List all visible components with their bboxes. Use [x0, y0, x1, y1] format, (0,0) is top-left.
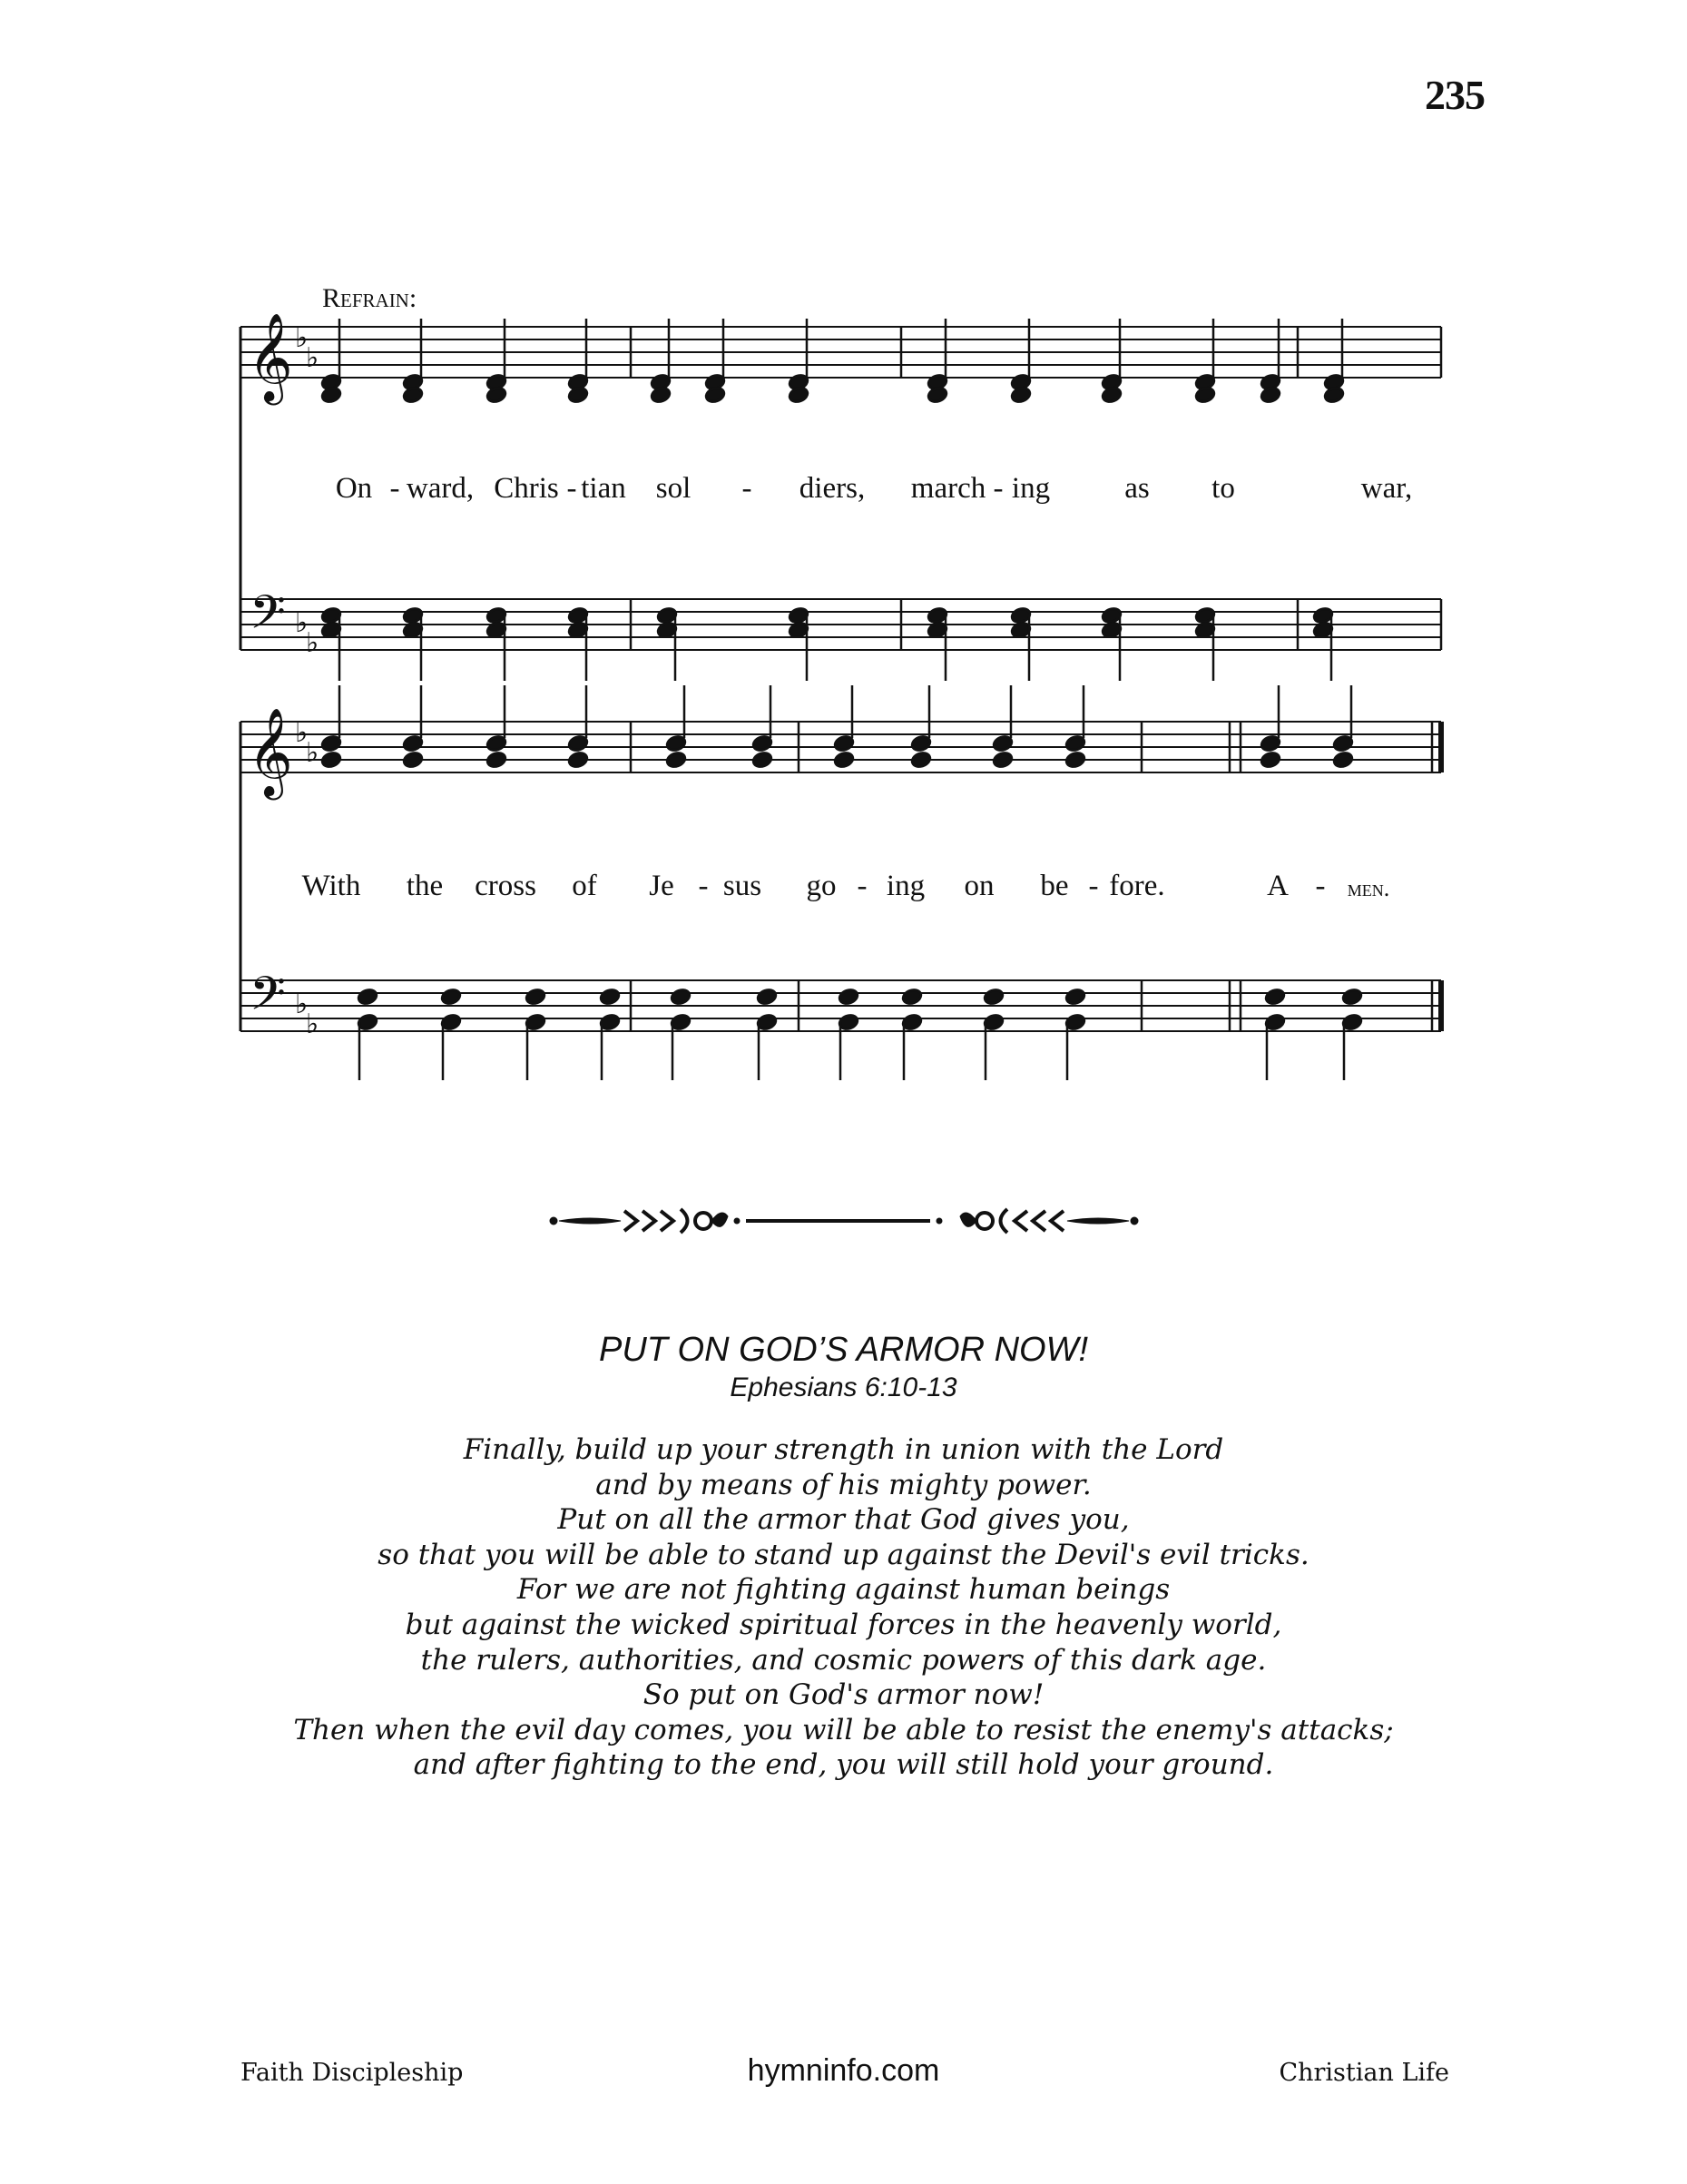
reading-title: PUT ON GOD’S ARMOR NOW!	[598, 1331, 1089, 1369]
note-head	[567, 751, 589, 769]
scripture-line: For we are not fighting against human beings	[516, 1573, 1171, 1607]
scripture-line: and after fighting to the end, you will still hold your ground.	[413, 1748, 1274, 1782]
treble-clef-icon: 𝄞	[248, 707, 293, 796]
flat-sign: ♭	[306, 627, 319, 659]
flat-sign: ♭	[295, 717, 309, 749]
lyric-hyphen: -	[698, 870, 709, 902]
note-head	[901, 988, 923, 1006]
note-head	[486, 751, 507, 769]
note-head	[838, 988, 859, 1006]
lyric-syllable: Chris	[494, 472, 559, 505]
note-head	[751, 751, 773, 769]
lyric-syllable: diers,	[799, 472, 866, 505]
scripture-line: so that you will be able to stand up against the Devil's evil tricks.	[378, 1538, 1309, 1571]
note-head	[756, 988, 778, 1006]
lyric-syllable: sus	[722, 870, 762, 902]
lyric-hyphen: -	[993, 472, 1004, 505]
lyrics-line-1	[236, 472, 1452, 517]
lyric-hyphen: -	[857, 870, 868, 902]
lyric-hyphen: -	[566, 472, 577, 505]
lyric-syllable: fore.	[1109, 870, 1165, 902]
note-head	[525, 988, 546, 1006]
scripture-line: and by means of his mighty power.	[595, 1468, 1092, 1501]
note-head	[1260, 751, 1281, 769]
scripture-line: the rulers, authorities, and cosmic powers of this dark age.	[420, 1643, 1267, 1677]
note-head	[1264, 988, 1286, 1006]
footer-right-label: Christian Life	[1279, 2059, 1449, 2087]
lyric-syllable: tian	[581, 472, 626, 505]
lyric-syllable: ing	[886, 870, 926, 902]
note-head	[440, 988, 462, 1006]
note-head	[1064, 751, 1086, 769]
treble-clef-icon: 𝄞	[248, 312, 293, 401]
footer-website-link[interactable]: hymninfo.com	[747, 2053, 940, 2088]
scripture-line: So put on God's armor now!	[642, 1678, 1045, 1712]
note-head	[1341, 988, 1363, 1006]
lyric-syllable: war,	[1360, 472, 1413, 505]
lyric-syllable: go	[806, 870, 837, 902]
lyric-hyphen: -	[1315, 870, 1326, 902]
flat-sign: ♭	[295, 989, 309, 1020]
lyric-syllable: on	[964, 870, 995, 902]
lyric-syllable: be	[1040, 870, 1069, 902]
lyric-syllable: men.	[1347, 875, 1390, 901]
flat-sign: ♭	[295, 322, 309, 354]
lyric-syllable: march	[910, 472, 986, 505]
lyric-hyphen: -	[741, 472, 752, 505]
note-head	[983, 988, 1005, 1006]
lyric-syllable: sol	[655, 472, 691, 505]
scripture-line: Put on all the armor that God gives you,	[557, 1503, 1130, 1537]
scripture-line: Finally, build up your strength in union with the Lord	[463, 1433, 1224, 1466]
scripture-line: but against the wicked spiritual forces in the heavenly world,	[405, 1608, 1282, 1641]
flat-sign: ♭	[306, 1008, 319, 1040]
note-head	[833, 751, 855, 769]
note-head	[992, 751, 1014, 769]
flat-sign: ♭	[295, 607, 309, 639]
lyric-syllable: A	[1267, 870, 1289, 902]
lyrics-line-2	[236, 870, 1452, 915]
scripture-passage	[0, 1432, 1687, 1783]
page-number: 235	[1425, 72, 1485, 118]
note-head	[402, 751, 424, 769]
lyric-syllable: Je	[649, 870, 674, 902]
reading-reference: Ephesians 6:10-13	[730, 1372, 957, 1402]
lyric-syllable: as	[1124, 472, 1150, 505]
note-head	[1064, 988, 1086, 1006]
lyric-syllable: the	[406, 870, 444, 902]
note-head	[665, 751, 687, 769]
note-head	[357, 988, 378, 1006]
flat-sign: ♭	[306, 737, 319, 769]
note-head	[1332, 751, 1354, 769]
bass-clef-icon: 𝄢	[250, 585, 286, 651]
refrain-label: Refrain:	[322, 283, 417, 313]
scripture-line: Then when the evil day comes, you will be able to resist the enemy's attacks;	[293, 1713, 1394, 1746]
bass-clef-icon: 𝄢	[250, 966, 286, 1032]
lyric-hyphen: -	[1088, 870, 1099, 902]
note-head	[910, 751, 932, 769]
lyric-hyphen: -	[389, 472, 400, 505]
lyric-syllable: On	[335, 472, 373, 505]
fleuron-divider-icon	[544, 1189, 1143, 1253]
lyric-syllable: ing	[1011, 472, 1051, 505]
lyric-syllable: With	[301, 870, 361, 902]
lyric-syllable: to	[1211, 472, 1235, 505]
note-head	[670, 988, 691, 1006]
lyric-syllable: of	[572, 870, 597, 902]
lyric-syllable: ward,	[406, 472, 475, 505]
note-head	[320, 751, 342, 769]
lyric-syllable: cross	[475, 870, 536, 902]
footer-left-label: Faith Discipleship	[240, 2059, 464, 2087]
note-head	[599, 988, 621, 1006]
flat-sign: ♭	[306, 342, 319, 374]
